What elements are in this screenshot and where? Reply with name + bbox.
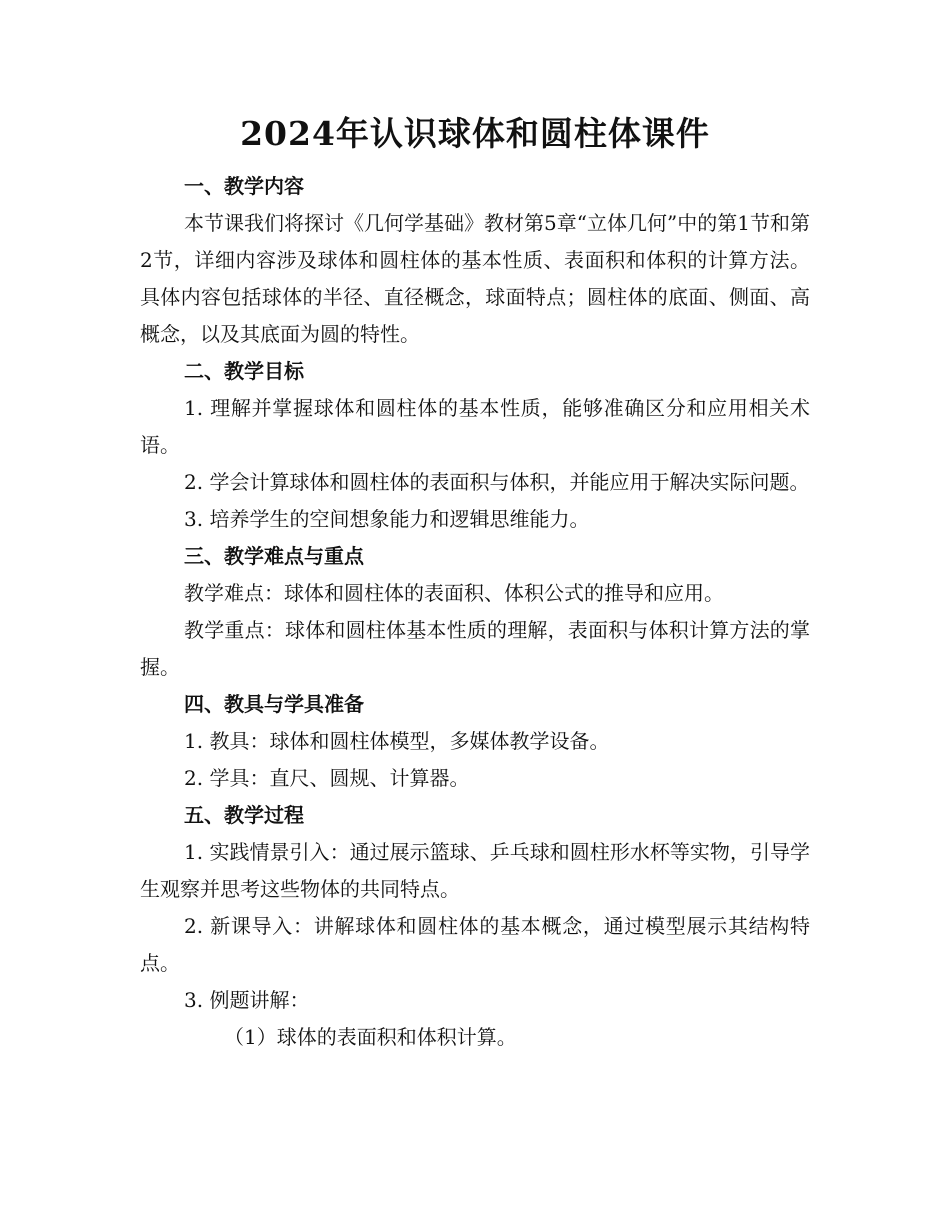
document-title: 2024年认识球体和圆柱体课件	[240, 114, 710, 153]
section-heading: 四、教具与学具准备	[184, 692, 364, 716]
section-heading: 二、教学目标	[184, 359, 304, 383]
paragraph: 本节课我们将探讨《几何学基础》教材第5章“立体几何”中的第1节和第2节，详细内容涉及球体和圆柱体的基本性质、表面积和体积的计算方法。具体内容包括球体的半径、直径概念，球面特点；圆柱体的底面、侧面、高概念，以及其底面为圆的特性。	[140, 211, 810, 346]
list-item: 1. 理解并掌握球体和圆柱体的基本性质，能够准确区分和应用相关术语。	[140, 396, 810, 457]
list-item: 3. 例题讲解：	[184, 988, 310, 1012]
list-item: 1. 实践情景引入：通过展示篮球、乒乓球和圆柱形水杯等实物，引导学生观察并思考这些物体的共同特点。	[140, 840, 810, 901]
section-heading: 一、教学内容	[184, 174, 304, 198]
document-body	[140, 168, 810, 1056]
section-heading: 五、教学过程	[184, 803, 304, 827]
list-item: 1. 教具：球体和圆柱体模型，多媒体教学设备。	[184, 729, 610, 753]
list-item: 2. 新课导入：讲解球体和圆柱体的基本概念，通过模型展示其结构特点。	[140, 914, 810, 975]
paragraph: 教学重点：球体和圆柱体基本性质的理解，表面积与体积计算方法的掌握。	[140, 618, 810, 679]
list-item: 2. 学具：直尺、圆规、计算器。	[184, 766, 470, 790]
section-heading: 三、教学难点与重点	[184, 544, 364, 568]
sub-list-item: （1）球体的表面积和体积计算。	[224, 1025, 517, 1049]
list-item: 3. 培养学生的空间想象能力和逻辑思维能力。	[184, 507, 590, 531]
paragraph: 教学难点：球体和圆柱体的表面积、体积公式的推导和应用。	[184, 581, 724, 605]
list-item: 2. 学会计算球体和圆柱体的表面积与体积，并能应用于解决实际问题。	[184, 470, 810, 494]
